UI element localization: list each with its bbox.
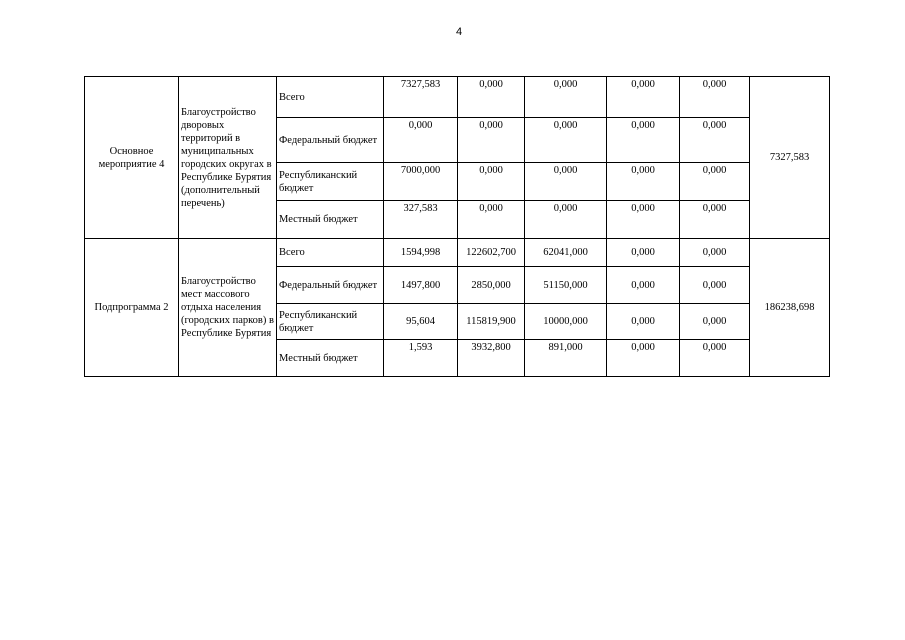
value-cell: 0,000: [607, 267, 680, 304]
page-number: 4: [455, 26, 463, 38]
funding-source-cell: Республиканский бюджет: [277, 304, 384, 340]
funding-source-cell: Федеральный бюджет: [277, 267, 384, 304]
total-cell: 7327,583: [750, 77, 830, 239]
program-description-cell: Благоустройство мест массового отдыха населения (городских парков) в Республике Бурятия: [179, 239, 277, 377]
value-cell: 7327,583: [384, 77, 458, 118]
value-cell: 0,000: [525, 77, 607, 118]
funding-source-cell: Республиканский бюджет: [277, 163, 384, 201]
value-cell: 0,000: [458, 118, 525, 163]
value-cell: 122602,700: [458, 239, 525, 267]
program-name-cell: Подпрограмма 2: [85, 239, 179, 377]
value-cell: 1497,800: [384, 267, 458, 304]
value-cell: 62041,000: [525, 239, 607, 267]
total-cell: 186238,698: [750, 239, 830, 377]
value-cell: 0,000: [680, 118, 750, 163]
value-cell: 3932,800: [458, 340, 525, 377]
program-name-cell: Основное мероприятие 4: [85, 77, 179, 239]
value-cell: 0,000: [607, 304, 680, 340]
value-cell: 0,000: [680, 239, 750, 267]
value-cell: 1,593: [384, 340, 458, 377]
table-group: [85, 239, 830, 377]
funding-source-cell: Местный бюджет: [277, 340, 384, 377]
value-cell: 0,000: [607, 163, 680, 201]
value-cell: 0,000: [525, 163, 607, 201]
value-cell: 0,000: [607, 77, 680, 118]
value-cell: 0,000: [458, 163, 525, 201]
value-cell: 0,000: [384, 118, 458, 163]
value-cell: 0,000: [680, 267, 750, 304]
table-row: [85, 77, 830, 118]
table-row: [85, 239, 830, 267]
value-cell: 0,000: [680, 201, 750, 239]
value-cell: 95,604: [384, 304, 458, 340]
value-cell: 51150,000: [525, 267, 607, 304]
value-cell: 10000,000: [525, 304, 607, 340]
funding-source-cell: Всего: [277, 239, 384, 267]
value-cell: 327,583: [384, 201, 458, 239]
value-cell: 0,000: [607, 239, 680, 267]
value-cell: 0,000: [680, 77, 750, 118]
funding-source-cell: Местный бюджет: [277, 201, 384, 239]
value-cell: 0,000: [680, 304, 750, 340]
table-group: [85, 77, 830, 239]
value-cell: 0,000: [525, 118, 607, 163]
value-cell: 0,000: [607, 201, 680, 239]
funding-source-cell: Всего: [277, 77, 384, 118]
value-cell: 0,000: [680, 340, 750, 377]
value-cell: 0,000: [458, 77, 525, 118]
value-cell: 2850,000: [458, 267, 525, 304]
value-cell: 1594,998: [384, 239, 458, 267]
value-cell: 115819,900: [458, 304, 525, 340]
value-cell: 0,000: [525, 201, 607, 239]
value-cell: 891,000: [525, 340, 607, 377]
value-cell: 0,000: [680, 163, 750, 201]
budget-table: [84, 76, 830, 377]
value-cell: 7000,000: [384, 163, 458, 201]
value-cell: 0,000: [607, 118, 680, 163]
program-description-cell: Благоустройство дворовых территорий в муниципальных городских округах в Республике Бурятия (дополнительный перечень): [179, 77, 277, 239]
funding-source-cell: Федеральный бюджет: [277, 118, 384, 163]
value-cell: 0,000: [607, 340, 680, 377]
value-cell: 0,000: [458, 201, 525, 239]
